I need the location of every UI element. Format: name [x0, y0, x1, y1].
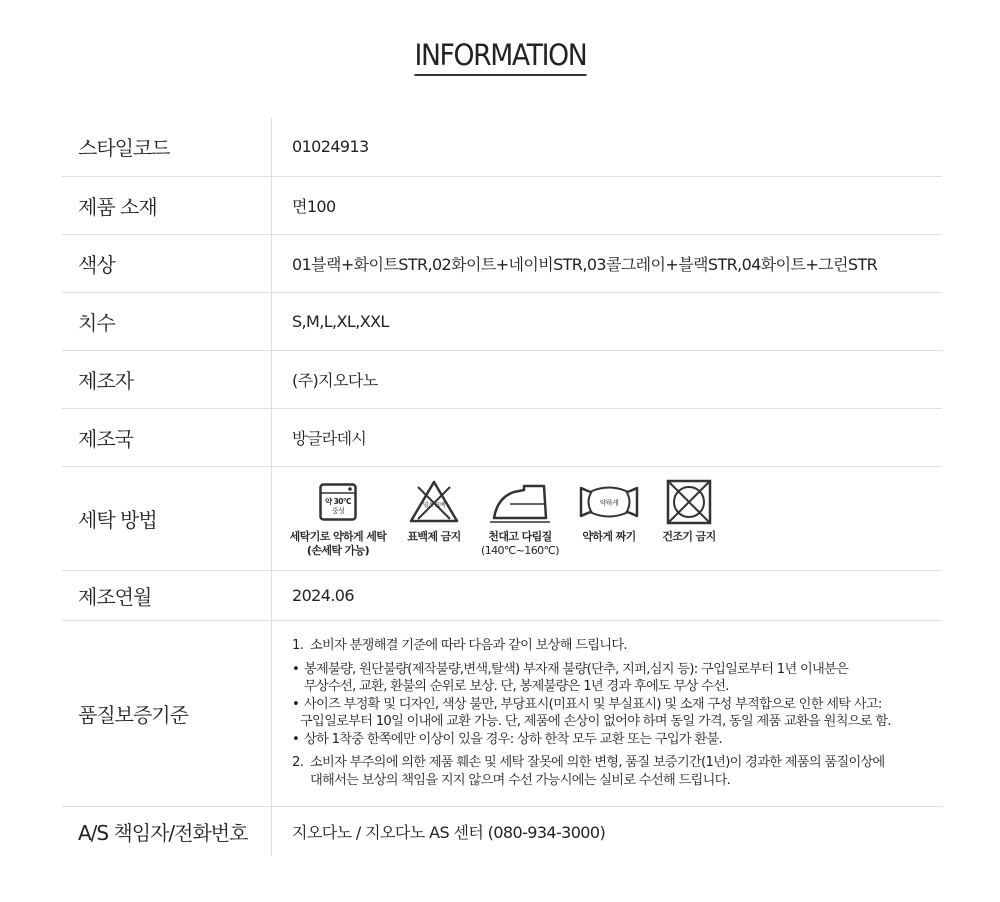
size-value: S,M,L,XL,XXL [272, 292, 943, 350]
quality-item-2 [292, 754, 941, 789]
no-bleach-icon [408, 478, 460, 526]
washing-label: 세탁 방법 [62, 466, 272, 570]
bullet-mark: • [292, 696, 300, 712]
row-country [62, 408, 942, 466]
care-item-no-dryer [656, 478, 722, 544]
made-date-label: 제조연월 [62, 570, 272, 620]
care-label-machine-wash: 세탁기로 약하게 세탁 [289, 530, 387, 543]
row-washing [62, 466, 942, 570]
care-item-iron [478, 478, 562, 558]
size-label: 치수 [62, 292, 272, 350]
wash-neutral-text: 중성 [331, 507, 345, 515]
quality-bullet-1-line2: 무상수선, 교환, 환불의 순위로 보상. 단, 봉제불량은 1년 경과 후에도 무상 수선. [304, 679, 729, 694]
quality-item-1 [292, 637, 941, 655]
bleach-text-1: 염소 [422, 502, 434, 509]
color-label: 색상 [62, 234, 272, 292]
care-sub-machine-wash: (손세탁 가능) [306, 544, 370, 557]
no-tumble-dry-icon [666, 478, 712, 526]
row-style-code [62, 118, 942, 176]
quality-value [272, 620, 943, 806]
quality-bullet-2-line2: 구입일로부터 10일 이내에 교환 가능. 단, 제품에 손상이 없어야 하며 동일 가격, 동일 제품 교환을 원칙으로 함. [300, 714, 891, 729]
care-icons-row [286, 478, 941, 558]
as-label: A/S 책임자/전화번호 [62, 806, 272, 856]
row-material [62, 176, 942, 234]
page-title: INFORMATION [414, 38, 586, 76]
quality-bullet-3 [292, 731, 941, 749]
material-label: 제품 소재 [62, 176, 272, 234]
row-maker [62, 350, 942, 408]
wash-temp-text: 약 30°C [325, 497, 351, 506]
row-size [62, 292, 942, 350]
quality-bullet-1-line1: 봉제불량, 원단불량(제작불량,변색,탈색) 부자재 불량(단추, 지퍼,심지 등): 구입일로부터 1년 이내분은 [304, 661, 849, 677]
wring-gently-icon [578, 478, 640, 526]
care-label-no-dryer: 건조기 금지 [662, 530, 716, 543]
bullet-mark: • [292, 661, 300, 677]
quality-bullet-3-line1: 상하 1착중 한쪽에만 이상이 있을 경우: 상하 한착 모두 교환 또는 구입가 환불. [304, 731, 722, 747]
care-label-wring: 약하게 짜기 [582, 530, 636, 543]
quality-bullet-1 [292, 661, 941, 696]
material-value: 면100 [272, 176, 943, 234]
quality-item-2-line2: 대해서는 보상의 책임을 지지 않으며 수선 가능시에는 실비로 수선해 드립니다. [310, 772, 731, 788]
quality-bullet-2 [292, 696, 941, 731]
quality-text [292, 637, 941, 789]
as-value: 지오다노 / 지오다노 AS 센터 (080-934-3000) [292, 822, 606, 842]
color-value: 01블랙+화이트STR,02화이트+네이비STR,03콜그레이+블랙STR,04화이트+그린STR [272, 234, 943, 292]
style-code-value: 01024913 [272, 118, 943, 176]
country-label: 제조국 [62, 408, 272, 466]
row-quality [62, 620, 942, 806]
title-wrap [0, 38, 1000, 76]
row-as [62, 806, 942, 856]
wring-inner-text: 약하게 [599, 499, 619, 507]
bleach-text-2: 표백 [434, 502, 446, 509]
country-value: 방글라데시 [272, 408, 943, 466]
care-label-no-bleach: 표백제 금지 [407, 530, 461, 543]
quality-item-2-line1: 소비자 부주의에 의한 제품 훼손 및 세탁 잘못에 의한 변형, 품질 보증기간(1년)이 경과한 제품의 품질이상에 [310, 755, 885, 770]
made-date-value: 2024.06 [272, 570, 943, 620]
row-made-date [62, 570, 942, 620]
care-item-machine-wash [286, 478, 390, 558]
quality-item-2-number: 2. [292, 755, 304, 770]
style-code-label: 스타일코드 [62, 118, 272, 176]
bullet-mark: • [292, 731, 300, 747]
maker-value: (주)지오다노 [272, 350, 943, 408]
washing-machine-icon [318, 478, 358, 526]
care-sub-iron: (140℃~160℃) [481, 544, 559, 557]
washing-value [272, 466, 943, 570]
maker-label: 제조자 [62, 350, 272, 408]
iron-icon [488, 478, 552, 526]
quality-label: 품질보증기준 [62, 620, 272, 806]
care-item-wring [574, 478, 644, 544]
quality-bullet-2-line1: 사이즈 부정확 및 디자인, 색상 불만, 부당표시(미표시 및 부실표시) 및 소재 구성 부적합으로 인한 세탁 사고: [304, 696, 882, 712]
quality-item-1-number: 1. [292, 638, 304, 653]
row-color [62, 234, 942, 292]
quality-item-1-text: 소비자 분쟁해결 기준에 따라 다음과 같이 보상해 드립니다. [310, 638, 627, 653]
care-label-iron: 천대고 다림질 [488, 530, 552, 543]
product-info-table [62, 118, 942, 856]
care-item-no-bleach [402, 478, 466, 544]
